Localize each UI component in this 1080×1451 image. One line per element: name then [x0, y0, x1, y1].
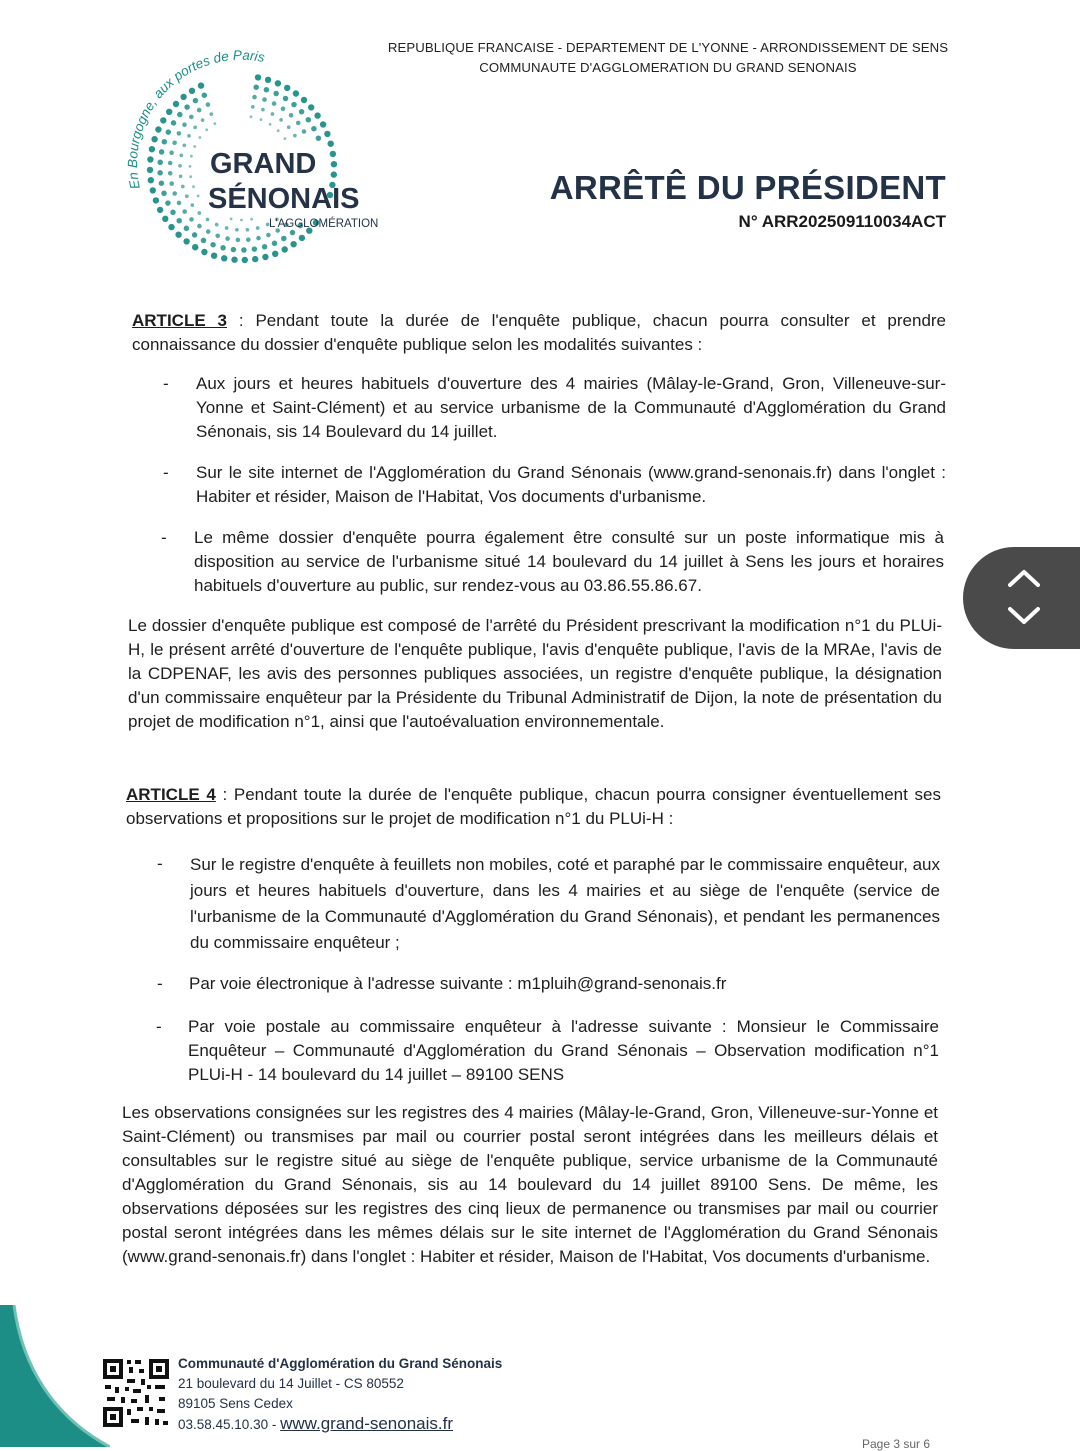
- article-3-bullet-3: Le même dossier d'enquête pourra également être consulté sur un poste informatique mis à disposition au service de l'urbanisme situé 14 boulevard du 14 juillet à Sens les jours et horaires habituels d'ouverture au public, sur rendez-vous au 03.86.55.86.67.: [194, 528, 944, 595]
- article-3-intro-text: : Pendant toute la durée de l'enquête publique, chacun pourra consulter et prendre connaissance du dossier d'enquête publique selon les modalités suivantes :: [132, 311, 947, 354]
- bullet-dash: -: [163, 463, 169, 482]
- article-3-bullet-2: Sur le site internet de l'Agglomération du Grand Sénonais (www.grand-senonais.fr) dans l'onglet : Habiter et résider, Maison de l'Habitat, Vos documents d'urbanisme.: [196, 463, 946, 506]
- logo-senonais: SÉNONAIS: [208, 183, 360, 215]
- chevron-down-icon[interactable]: [1007, 605, 1041, 627]
- bullet-dash: -: [161, 528, 167, 547]
- footer-address-2: 89105 Sens Cedex: [178, 1396, 293, 1411]
- article-4-bullet-2: Par voie électronique à l'adresse suivante : m1pluih@grand-senonais.fr: [189, 974, 727, 993]
- bullet-dash: -: [157, 854, 163, 873]
- footer-org: Communauté d'Agglomération du Grand Sénonais: [178, 1356, 503, 1371]
- page-number: Page 3 sur 6: [862, 1437, 931, 1451]
- header-line-1: REPUBLIQUE FRANCAISE - DEPARTEMENT DE L'YONNE - ARRONDISSEMENT DE SENS: [387, 40, 949, 55]
- footer-contact: [178, 1354, 502, 1435]
- article-3-bullet-1: Aux jours et heures habituels d'ouverture des 4 mairies (Mâlay-le-Grand, Gron, Villeneuve-sur-Yonne et Saint-Clément) et au service urbanisme de la Communauté d'Agglomération du Grand Sénonais, sis 14 Boulevard du 14 juillet.: [196, 374, 946, 441]
- bullet-dash: -: [163, 374, 169, 393]
- bullet-dash: -: [156, 1017, 162, 1036]
- article-4-bullet-1: Sur le registre d'enquête à feuillets non mobiles, coté et paraphé par le commissaire enquêteur, aux jours et heures habituels d'ouverture, dans les 4 mairies et au siège de l'enquête (service de l'urbanisme de la Communauté d'Agglomération du Grand Sénonais), et pendant les permanences du commissaire enquêteur ;: [190, 855, 940, 952]
- article-3-paragraph: Le dossier d'enquête publique est composé de l'arrêté du Président prescrivant la modification n°1 du PLUi-H, le présent arrêté d'ouverture de l'enquête publique, l'avis d'enquête publique, l'avis de la MRAe, l'avis de la CDPENAF, les avis des personnes publiques associées, un registre d'enquête publique, la désignation d'un commissaire enquêteur par la Présidente du Tribunal Administratif de Dijon, la note de présentation du projet de modification n°1, ainsi que l'autoévaluation environnementale.: [128, 616, 942, 731]
- footer-phone: 03.58.45.10.30 -: [178, 1417, 281, 1432]
- logo-arc-text: En Bourgogne, aux portes de Paris: [125, 48, 266, 191]
- chevron-up-icon[interactable]: [1007, 567, 1041, 589]
- qr-code: [101, 1357, 171, 1429]
- article-4-intro-text: : Pendant toute la durée de l'enquête publique, chacun pourra consigner éventuellement ses observations et propositions sur le projet de modification n°1 du PLUi-H :: [126, 785, 941, 828]
- article-4-label: ARTICLE 4: [126, 785, 216, 804]
- article-4-bullet-3: Par voie postale au commissaire enquêteur à l'adresse suivante : Monsieur le Commissaire Enquêteur – Communauté d'Agglomération du Grand Sénonais – Observation modification n°1 PLUi-H - 14 boulevard du 14 juillet – 89100 SENS: [188, 1017, 939, 1084]
- grand-senonais-logo: [112, 48, 392, 288]
- header-line-2: COMMUNAUTE D'AGGLOMERATION DU GRAND SENONAIS: [479, 60, 857, 75]
- logo-grand: GRAND: [210, 148, 317, 180]
- article-3-intro: [132, 309, 946, 357]
- article-3-label: ARTICLE 3: [132, 311, 227, 330]
- scroll-widget[interactable]: [963, 547, 1080, 649]
- article-4-paragraph: Les observations consignées sur les registres des 4 mairies (Mâlay-le-Grand, Gron, Villeneuve-sur-Yonne et Saint-Clément) ou transmises par mail ou courrier postal seront intégrées dans les meilleurs délais et consultables sur le registre situé au siège de l'enquête publique, service urbanisme de la Communauté d'Agglomération du Grand Sénonais, sis au 14 boulevard du 14 juillet 89100 Sens. De même, les observations déposées sur les registres des cinq lieux de permanence ou transmises par mail ou courrier postal seront intégrées dans les mêmes délais sur le site internet de l'Agglomération du Grand Sénonais (www.grand-senonais.fr) dans l'onglet : Habiter et résider, Maison de l'Habitat, Vos documents d'urbanisme.: [122, 1103, 938, 1266]
- article-4-intro: [126, 783, 941, 831]
- footer-address-1: 21 boulevard du 14 Juillet - CS 80552: [178, 1376, 404, 1391]
- document-title: ARRÊTÊ DU PRÉSIDENT: [549, 169, 946, 206]
- government-header: [380, 38, 956, 78]
- title-block: [550, 168, 946, 232]
- footer-decoration: [0, 1305, 110, 1447]
- document-number: N° ARR202509110034ACT: [738, 212, 946, 231]
- logo-agglomeration: L'AGGLOMÉRATION: [269, 218, 379, 230]
- bullet-dash: -: [157, 974, 163, 993]
- footer-website-link[interactable]: www.grand-senonais.fr: [280, 1414, 454, 1433]
